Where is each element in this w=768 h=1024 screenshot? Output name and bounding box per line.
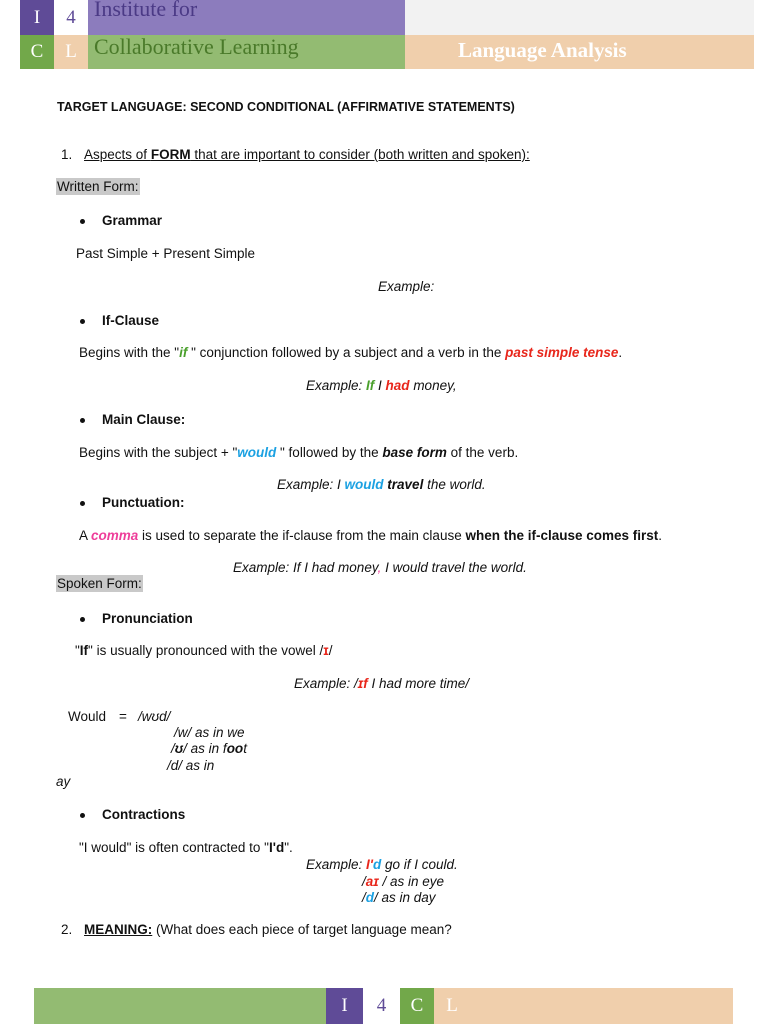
main-clause-heading: Main Clause: (102, 412, 186, 427)
logo-letter-c: C (20, 35, 54, 69)
q1-number: 1. (61, 147, 73, 162)
footer-band-right (470, 988, 733, 1024)
spoken-form-label: Spoken Form: (57, 576, 142, 591)
punctuation-text: A comma is used to separate the if-clause from the main clause when the if-clause comes first. (79, 528, 663, 543)
q2-number: 2. (61, 922, 73, 937)
logo-letter-i: I (20, 0, 54, 35)
footer-logo-letter-l: L (434, 988, 470, 1024)
would-label: Would (68, 709, 107, 724)
pronunciation-text: "If" is usually pronounced with the vowel /ɪ/ (75, 643, 333, 658)
logo-letter-4: 4 (54, 0, 88, 35)
institute-name-line2: Collaborative Learning (94, 34, 299, 59)
d-sound-wrap: ay (56, 774, 71, 789)
ai-sound-line: /aɪ / as in eye (362, 874, 445, 889)
if-clause-example: Example: If I had money, (306, 378, 457, 393)
bullet-pronunciation (80, 617, 85, 622)
bullet-punctuation (80, 501, 85, 506)
footer-logo-letter-4: 4 (363, 988, 400, 1024)
d-sound-line: /d/ as in (167, 758, 215, 773)
footer-band-left (34, 988, 326, 1024)
d-day-line: /d/ as in day (362, 890, 436, 905)
question-1 (61, 147, 530, 162)
bullet-grammar (80, 219, 85, 224)
if-clause-text: Begins with the "if " conjunction followed by a subject and a verb in the past simple tense. (79, 345, 623, 360)
grammar-example: Example: (378, 279, 435, 294)
q1-text: Aspects of FORM that are important to consider (both written and spoken): (84, 147, 530, 162)
footer-logo-letter-c: C (400, 988, 434, 1024)
grammar-text: Past Simple + Present Simple (76, 246, 255, 261)
bullet-contractions (80, 813, 85, 818)
u-sound-line: /ʊ/ as in foot (171, 741, 247, 756)
main-clause-example: Example: I would travel the world. (277, 477, 486, 492)
institute-name-line1: Institute for (94, 0, 198, 21)
logo-letter-l: L (54, 35, 88, 69)
contractions-example: Example: I'd go if I could. (306, 857, 458, 872)
bullet-main-clause (80, 418, 85, 423)
pronunciation-example: Example: /ɪf I had more time/ (294, 676, 470, 691)
w-sound-line: /w/ as in we (174, 725, 245, 740)
would-ipa: /wʊd/ (138, 709, 171, 724)
punctuation-heading: Punctuation: (102, 495, 185, 510)
header-band-top-right (405, 0, 754, 35)
if-clause-heading: If-Clause (102, 313, 160, 328)
bullet-if-clause (80, 319, 85, 324)
q2-text: MEANING: (What does each piece of target language mean? (84, 922, 452, 937)
section-title: Language Analysis (458, 38, 627, 62)
grammar-heading: Grammar (102, 213, 163, 228)
footer-logo-letter-i: I (326, 988, 363, 1024)
contractions-heading: Contractions (102, 807, 186, 822)
contractions-text: "I would" is often contracted to "I'd". (79, 840, 293, 855)
would-equals: = (119, 709, 127, 724)
question-2 (61, 922, 452, 937)
written-form-label: Written Form: (57, 179, 139, 194)
target-language-heading: TARGET LANGUAGE: SECOND CONDITIONAL (AFFIRMATIVE STATEMENTS) (57, 100, 515, 114)
main-clause-text: Begins with the subject + "would " followed by the base form of the verb. (79, 445, 519, 460)
punctuation-example: Example: If I had money, I would travel the world. (233, 560, 527, 575)
pronunciation-heading: Pronunciation (102, 611, 193, 626)
